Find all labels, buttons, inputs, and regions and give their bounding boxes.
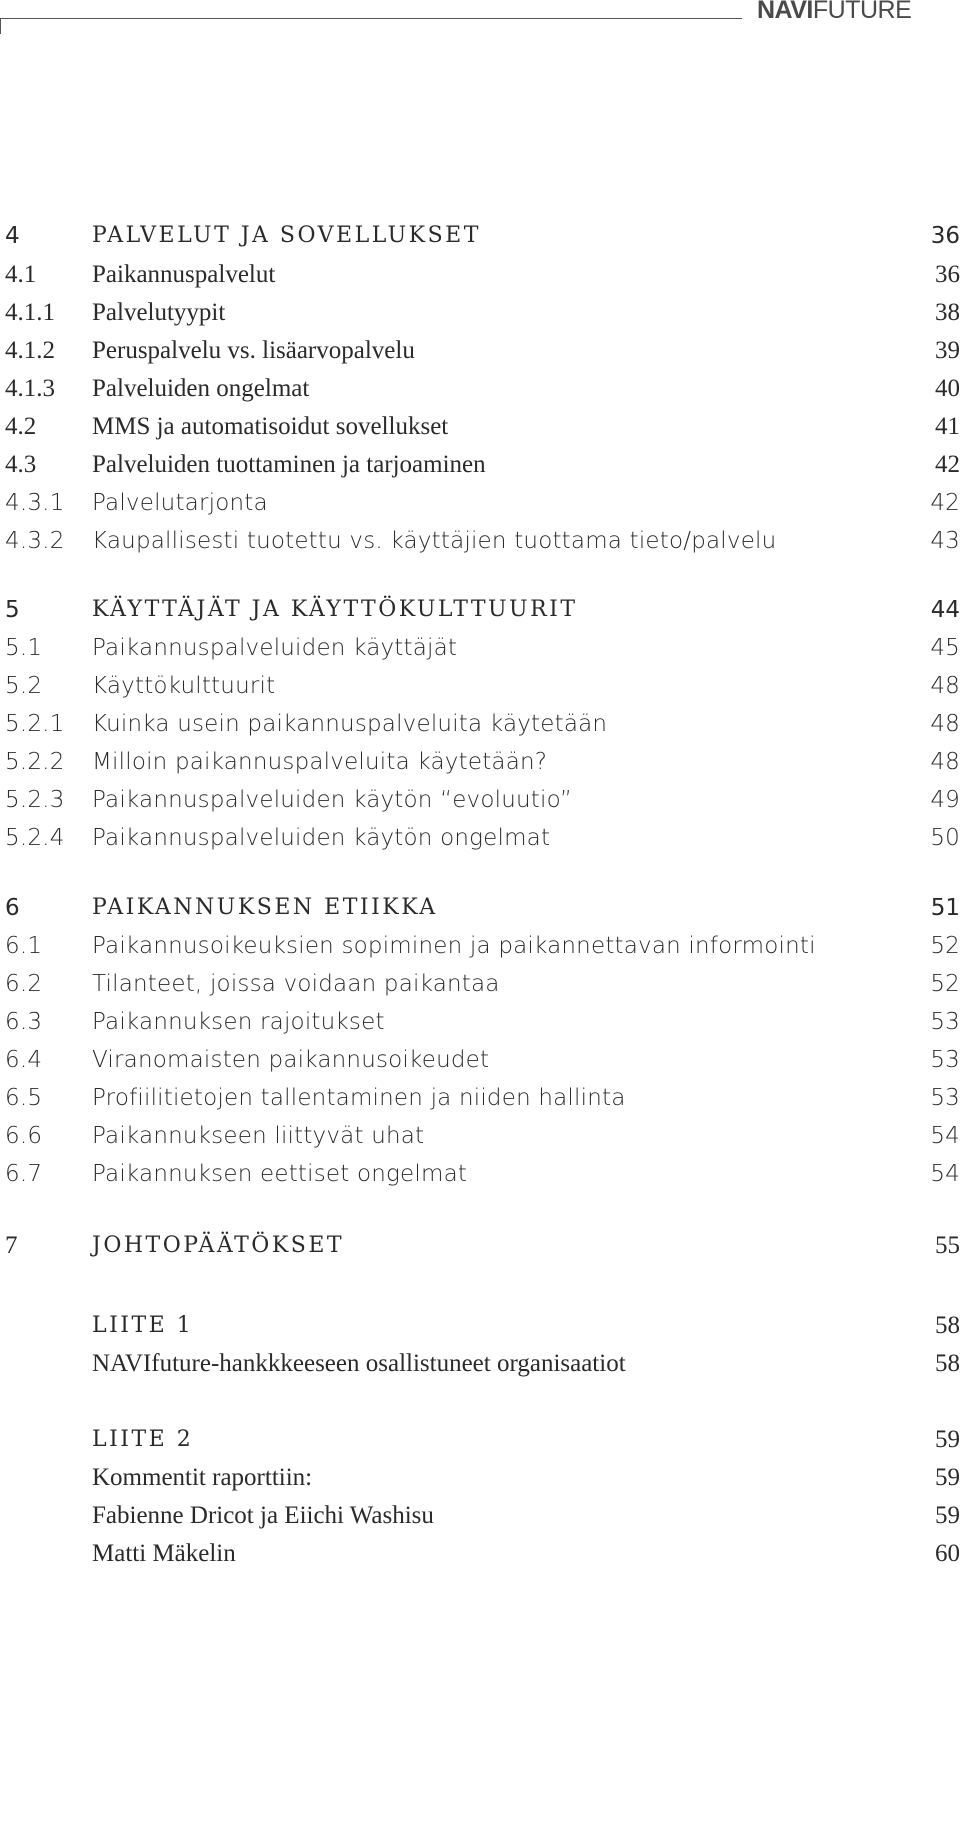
toc-number: 5.2.2 bbox=[5, 749, 65, 775]
toc-title: Kaupallisesti tuotettu vs. käyttäjien tuottama tieto/palvelu bbox=[92, 528, 777, 554]
toc-item[interactable] bbox=[0, 1040, 960, 1080]
toc-number: 5 bbox=[5, 597, 20, 623]
toc-number: 6.7 bbox=[5, 1161, 43, 1187]
toc-title: Paikannusoikeuksien sopiminen ja paikannettavan informointi bbox=[92, 933, 816, 959]
toc-number: 4.3.1 bbox=[5, 490, 65, 516]
toc-section-6[interactable] bbox=[0, 888, 960, 928]
toc-item[interactable] bbox=[0, 926, 960, 966]
toc-title: Palveluiden ongelmat bbox=[92, 375, 310, 402]
header-rule bbox=[0, 18, 742, 19]
toc-page: 52 bbox=[930, 971, 960, 997]
toc-item[interactable] bbox=[0, 293, 960, 333]
toc-page: 39 bbox=[935, 337, 960, 364]
toc-number: 4 bbox=[5, 223, 20, 249]
toc-title: Paikannuspalveluiden käyttäjät bbox=[92, 635, 458, 661]
toc-title: LIITE 1 bbox=[92, 1313, 194, 1338]
toc-title: Fabienne Dricot ja Eiichi Washisu bbox=[92, 1502, 434, 1529]
toc-item[interactable] bbox=[0, 780, 960, 820]
toc-item[interactable] bbox=[0, 369, 960, 409]
toc-item[interactable] bbox=[0, 666, 960, 706]
toc-title: Paikannuspalvelut bbox=[92, 261, 276, 288]
toc-item[interactable] bbox=[0, 331, 960, 371]
toc-number: 4.3 bbox=[5, 451, 37, 478]
logo-light-part: FUTURE bbox=[812, 0, 912, 24]
toc-item[interactable] bbox=[0, 1154, 960, 1194]
toc-section-7[interactable] bbox=[0, 1226, 960, 1266]
toc-page: 48 bbox=[930, 673, 960, 699]
toc-number: 5.2 bbox=[5, 673, 43, 699]
toc-appendix-2[interactable] bbox=[0, 1420, 960, 1460]
toc-title: Peruspalvelu vs. lisäarvopalvelu bbox=[92, 337, 415, 364]
toc-title: Viranomaisten paikannusoikeudet bbox=[92, 1047, 490, 1073]
toc-title: Paikannuksen eettiset ongelmat bbox=[92, 1161, 468, 1187]
toc-page: 50 bbox=[930, 825, 960, 851]
toc-title: Paikannuspalveluiden käytön “evoluutio” bbox=[92, 787, 573, 813]
toc-page: 55 bbox=[935, 1232, 960, 1259]
toc-title: Palveluiden tuottaminen ja tarjoaminen bbox=[92, 451, 486, 478]
toc-title: Paikannuspalveluiden käytön ongelmat bbox=[92, 825, 551, 851]
toc-page: 49 bbox=[930, 787, 960, 813]
toc-title: Käyttökulttuurit bbox=[92, 673, 276, 699]
toc-title: PAIKANNUKSEN ETIIKKA bbox=[92, 895, 438, 920]
toc-item[interactable] bbox=[0, 483, 960, 523]
toc-item[interactable] bbox=[0, 1496, 960, 1536]
toc-number: 5.1 bbox=[5, 635, 43, 661]
toc-item[interactable] bbox=[0, 1002, 960, 1042]
toc-page: 54 bbox=[930, 1123, 960, 1149]
toc-page: 52 bbox=[930, 933, 960, 959]
toc-number: 6.6 bbox=[5, 1123, 43, 1149]
toc-page: 53 bbox=[930, 1047, 960, 1073]
toc-page: 48 bbox=[930, 749, 960, 775]
toc-page: 60 bbox=[935, 1540, 960, 1567]
toc-title: Profiilitietojen tallentaminen ja niiden hallinta bbox=[92, 1085, 626, 1111]
toc-title: Paikannuksen rajoitukset bbox=[92, 1009, 385, 1035]
toc-title: MMS ja automatisoidut sovellukset bbox=[92, 413, 449, 440]
toc-number: 4.1.2 bbox=[5, 337, 55, 364]
toc-title: KÄYTTÄJÄT JA KÄYTTÖKULTTUURIT bbox=[92, 597, 578, 622]
toc-title: Palvelutyypit bbox=[92, 299, 226, 326]
toc-page: 48 bbox=[930, 711, 960, 737]
toc-number: 6.3 bbox=[5, 1009, 43, 1035]
toc-page: 40 bbox=[935, 375, 960, 402]
toc-number: 4.1.3 bbox=[5, 375, 55, 402]
toc-page: 44 bbox=[930, 597, 960, 623]
toc-page: 59 bbox=[935, 1502, 960, 1529]
toc-title: Matti Mäkelin bbox=[92, 1540, 236, 1567]
toc-item[interactable] bbox=[0, 255, 960, 295]
toc-title: Paikannukseen liittyvät uhat bbox=[92, 1123, 425, 1149]
toc-page: 42 bbox=[935, 451, 960, 478]
toc-title: LIITE 2 bbox=[92, 1427, 194, 1452]
toc-number: 4.1.1 bbox=[5, 299, 55, 326]
toc-item[interactable] bbox=[0, 704, 960, 744]
toc-number: 6.1 bbox=[5, 933, 43, 959]
toc-title: Palvelutarjonta bbox=[92, 490, 268, 516]
toc-page: 42 bbox=[930, 490, 960, 516]
toc-item[interactable] bbox=[0, 1534, 960, 1574]
toc-page: 36 bbox=[935, 261, 960, 288]
toc-page: 45 bbox=[930, 635, 960, 661]
toc-number: 6.2 bbox=[5, 971, 43, 997]
toc-number: 5.2.3 bbox=[5, 787, 65, 813]
toc-title: NAVIfuture-hankkkeeseen osallistuneet organisaatiot bbox=[92, 1350, 626, 1377]
toc-title: Milloin paikannuspalveluita käytetään? bbox=[92, 749, 548, 775]
toc-section-5[interactable] bbox=[0, 590, 960, 630]
toc-item[interactable] bbox=[0, 1078, 960, 1118]
toc-number: 6.4 bbox=[5, 1047, 43, 1073]
toc-item[interactable] bbox=[0, 1116, 960, 1156]
toc-page: 51 bbox=[930, 895, 960, 921]
toc-item[interactable] bbox=[0, 818, 960, 858]
toc-number: 4.1 bbox=[5, 261, 37, 288]
toc-item[interactable] bbox=[0, 445, 960, 485]
toc-title: Tilanteet, joissa voidaan paikantaa bbox=[92, 971, 500, 997]
toc-page: 43 bbox=[930, 528, 960, 554]
toc-item[interactable] bbox=[0, 521, 960, 561]
toc-page: 58 bbox=[935, 1350, 960, 1377]
toc-number: 5.2.4 bbox=[5, 825, 65, 851]
header-rule-tick bbox=[0, 18, 1, 34]
toc-number: 4.2 bbox=[5, 413, 37, 440]
toc-number: 6 bbox=[5, 895, 20, 921]
toc-page: 38 bbox=[935, 299, 960, 326]
toc-page: 53 bbox=[930, 1009, 960, 1035]
toc-section-4[interactable] bbox=[0, 216, 960, 256]
toc-number: 6.5 bbox=[5, 1085, 43, 1111]
toc-page: 59 bbox=[935, 1426, 960, 1453]
toc-appendix-1[interactable] bbox=[0, 1306, 960, 1346]
toc-item[interactable] bbox=[0, 1458, 960, 1498]
toc-item[interactable] bbox=[0, 628, 960, 668]
logo-bold-part: NAVI bbox=[757, 0, 813, 24]
toc-page: 53 bbox=[930, 1085, 960, 1111]
toc-number: 4.3.2 bbox=[5, 528, 65, 554]
toc-page: 58 bbox=[935, 1312, 960, 1339]
toc-item[interactable] bbox=[0, 407, 960, 447]
toc-item[interactable] bbox=[0, 964, 960, 1004]
toc-number: 5.2.1 bbox=[5, 711, 65, 737]
toc-page: 54 bbox=[930, 1161, 960, 1187]
toc-page: 36 bbox=[930, 223, 960, 249]
toc-item[interactable] bbox=[0, 742, 960, 782]
toc-title: Kommentit raporttiin: bbox=[92, 1464, 313, 1491]
toc-page: 59 bbox=[935, 1464, 960, 1491]
toc-title: PALVELUT JA SOVELLUKSET bbox=[92, 223, 481, 248]
navifuture-logo bbox=[757, 0, 912, 24]
toc-title: Kuinka usein paikannuspalveluita käytetään bbox=[92, 711, 608, 737]
toc-number: 7 bbox=[5, 1232, 18, 1259]
toc-item[interactable] bbox=[0, 1344, 960, 1384]
toc-title: JOHTOPÄÄTÖKSET bbox=[92, 1233, 345, 1258]
toc-page: 41 bbox=[935, 413, 960, 440]
